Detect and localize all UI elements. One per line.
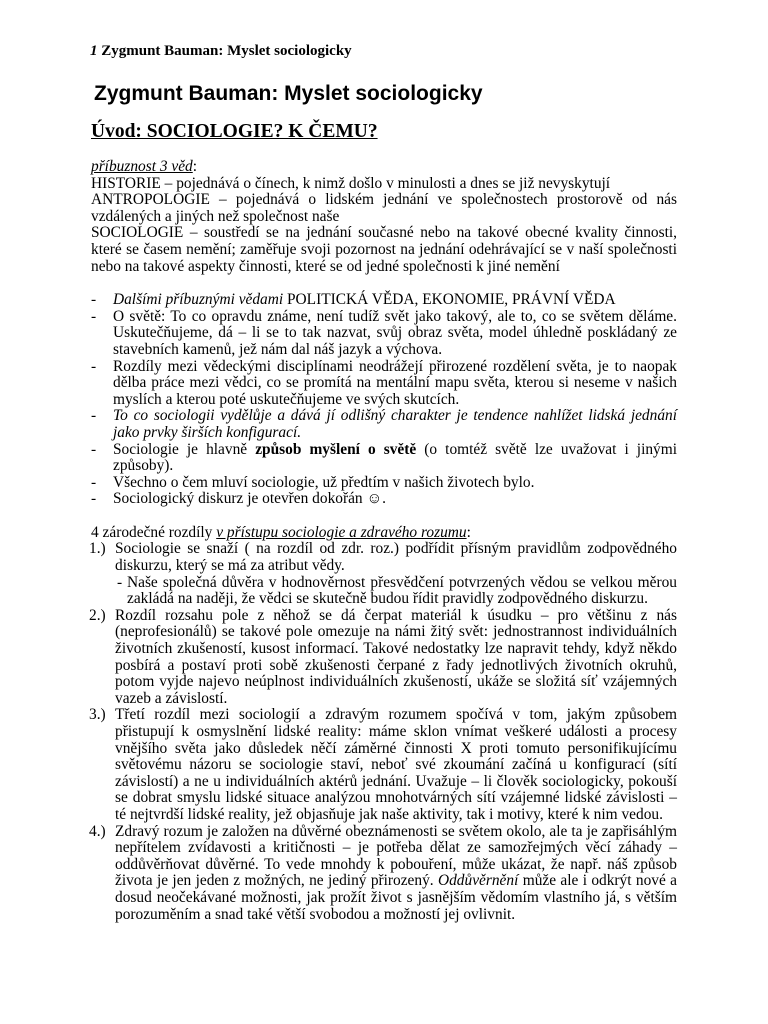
bullet-marker: - [91, 291, 97, 309]
numbered-item-2: 2.) Rozdíl rozsahu pole z něhož se dá čerpat materiál k úsudku – pro většinu z nás (neprofesionálů) se takové pole omezuje na námi žitý svět: jednostrannost individuálních životních zkušeností, kusost informací. Takové nedostatky lze napravit tehdy, když někdo posbírá a postaví proti sobě zkušenosti čerpané z řady jednotlivých životních okruhů, potom vyjde najevo neúplnost individuálních zkušeností, ukáže se složitá síť vzájemných vazeb a závislostí. [89, 606, 677, 707]
paragraph-antropologie: ANTROPOLOGIE – pojednává o lidském jednání ve společnostech prostorově od nás vzdálených a jiných než společnost naše [91, 191, 677, 225]
numbered-item-1: 1.) Sociologie se snaží ( na rozdíl od zdr. roz.) podřídit přísným pravidlům zodpovědného diskurzu, který se má za atribut vědy. [89, 540, 677, 575]
bullet-configurations: - To co sociologii vydělůje a dává jí odlišný charakter je tendence nahlížet lidská jednání jako prvky širších konfigurací. [91, 407, 677, 441]
item-number: 3.) [89, 706, 106, 724]
spacer [91, 275, 677, 292]
bullet-about-world: - O světě: To co opravdu známe, není tudíž svět jako takový, ale to, co se světem děláme. Uskutečňujeme, dá – li se to tak nazvat, svůj obraz světa, model úhledně poskládaný ze stavebních kamenů, jež nám dal náš jazyk a výchova. [91, 307, 677, 358]
bullet-related-sciences: - Dalšími příbuznými vědami POLITICKÁ VĚDA, EKONOMIE, PRÁVNÍ VĚDA [91, 291, 616, 309]
document-body [91, 159, 677, 923]
bullet-marker: - [91, 440, 97, 458]
section-heading: Úvod: SOCIOLOGIE? K ČEMU? [91, 121, 378, 142]
paragraph-historie: HISTORIE – pojednává o čínech, k nimž došlo v minulosti a dnes se již nevyskytují [91, 174, 611, 192]
numbered-item-3: 3.) Třetí rozdíl mezi sociologií a zdravým rozumem spočívá v tom, jakým způsobem přistupují k osmyslnění lidské reality: máme sklon vnímat veškeré události a procesy vnějšího světa jako důsledek něčí záměrné činnosti X proti tomuto personifikujícímu světovému názoru se sociologie staví, neboť své zkoumání začíná u konfigurací (sítí závislostí) a ne u individuálních aktérů jednání. Uvažuje – li člověk sociologicky, pokouší se dobrat smyslu lidské situace analýzou mnohotvárných sítí vzájemné lidské závislosti – té nejtvrdší lidské reality, jež objasňuje jak naše aktivity, tak i motivy, které k nim vedou. [89, 706, 677, 823]
bullet-disciplines: - Rozdíly mezi vědeckými disciplínami neodrážejí přirozené rozdělení světa, je to naopak dělba práce mezi vědci, co se promítá na mentální mapu světa, kterou si neseme v našich myslích a kterou poté uskutečňujeme ve svých skutcích. [91, 357, 677, 408]
document-title: Zygmunt Bauman: Myslet sociologicky [94, 82, 483, 105]
spacer [91, 508, 677, 525]
bullet-marker: - [91, 307, 97, 325]
page-number: 1 [90, 43, 98, 59]
bullet-marker: - [91, 490, 97, 508]
numbered-item-4: 4.) Zdravý rozum je založen na důvěrné obeznámenosti se světem okolo, ale ta je zapřisáhlým nepřítelem zvídavosti a kritičnosti – je potřeba dělat ze samozřejmých věcí záhady – oddůvěrňovat důvěrné. To vede mnohdy k pobouření, může ukázat, že např. náš způsob života je jen jeden z možných, ne jediný přirozený. Oddůvěrnění může ale i odkrýt nové a dosud neočekávané možnosti, jak prožít život s jasnějším vědomím vlastního já, s větším porozuměním a snad také větší svobodou a možností jej ovlivnit. [89, 822, 677, 923]
running-header-text: Zygmunt Bauman: Myslet sociologicky [101, 43, 352, 59]
bullet-marker: - [117, 573, 123, 591]
bullet-marker: - [91, 357, 97, 375]
item-number: 2.) [89, 606, 106, 624]
item-number: 1.) [89, 540, 106, 558]
intro-label: příbuznost 3 věd: [91, 158, 198, 175]
numbered-item-1-subpoint: - Naše společná důvěra v hodnověrnost přesvědčení potvrzených vědou se velkou měrou zakládá na naději, že vědci se skutečně budou řídit pravidly zodpovědného diskurzu. [117, 573, 677, 608]
running-header [90, 43, 352, 60]
bullet-way-of-thinking: - Sociologie je hlavně způsob myšlení o světě (o tomtéž světě lze uvažovat i jinými způsoby). [91, 440, 677, 475]
bullet-everything-was: - Všechno o čem mluví sociologie, už předtím v našich životech bylo. [91, 473, 535, 491]
bullet-marker: - [91, 407, 97, 425]
bullet-marker: - [91, 473, 97, 491]
paragraph-sociologie: SOCIOLOGIE – soustředí se na jednání současné nebo na takové obecné kvality činnosti, které se časem nemění; zaměřuje svoji pozornost na jednání odehrávající se v naší společnosti nebo na takové aspekty činnosti, které se od jedné společnosti k jiné nemění [91, 224, 677, 275]
bullet-open-discourse: - Sociologický diskurz je otevřen dokořán ☺. [91, 490, 387, 508]
differences-lead: 4 zárodečné rozdíly v přístupu sociologie a zdravého rozumu: [91, 523, 471, 541]
item-number: 4.) [89, 822, 106, 840]
